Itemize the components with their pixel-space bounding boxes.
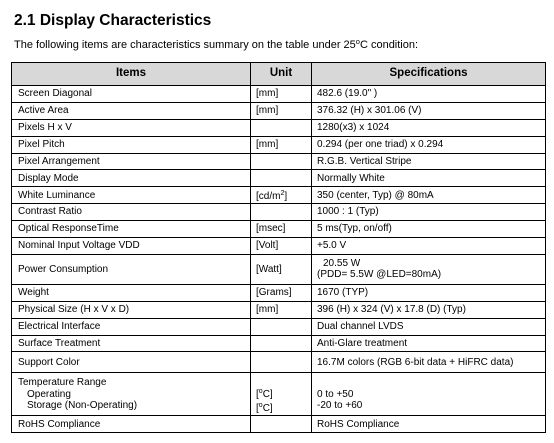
table-row — [12, 204, 546, 221]
spec-cell: R.G.B. Vertical Stripe — [312, 153, 546, 170]
characteristics-table — [11, 62, 546, 433]
table-row — [12, 153, 546, 170]
unit-cell: [mm] — [251, 136, 312, 153]
unit-text: ] — [284, 191, 288, 203]
item-label: Temperature Range — [18, 377, 107, 389]
spec-cell: 1000 : 1 (Typ) — [312, 204, 546, 221]
spec-line: -20 to +60 — [317, 400, 363, 412]
item-cell: Pixel Arrangement — [12, 153, 251, 170]
item-sub-label: Operating — [27, 388, 71, 400]
column-header-items: Items — [12, 63, 251, 86]
spec-cell — [312, 254, 546, 284]
unit-cell — [251, 204, 312, 221]
table-header-row — [12, 63, 546, 86]
item-cell: Surface Treatment — [12, 335, 251, 352]
item-sub-label: Storage (Non-Operating) — [27, 400, 138, 412]
unit-cell: [Grams] — [251, 284, 312, 301]
unit-cell — [251, 373, 312, 416]
item-cell: Nominal Input Voltage VDD — [12, 238, 251, 255]
unit-cell — [251, 335, 312, 352]
spec-cell: Normally White — [312, 170, 546, 187]
unit-text: [$^o$C] — [256, 387, 273, 400]
spec-cell: 1670 (TYP) — [312, 284, 546, 301]
column-header-unit: Unit — [251, 63, 312, 86]
unit-cell: [Watt] — [251, 254, 312, 284]
item-cell: Contrast Ratio — [12, 204, 251, 221]
spec-line: (PDD= 5.5W @LED=80mA) — [317, 269, 442, 281]
item-cell: White Luminance — [12, 187, 251, 204]
unit-cell — [251, 119, 312, 136]
unit-cell: [msec] — [251, 221, 312, 238]
table-row — [12, 301, 546, 318]
item-cell: Support Color — [12, 352, 251, 373]
item-cell: RoHS Compliance — [12, 416, 251, 433]
item-cell: Weight — [12, 284, 251, 301]
column-header-specifications: Specifications — [312, 63, 546, 86]
spec-cell: 350 (center, Typ) @ 80mA — [312, 187, 546, 204]
item-cell: Display Mode — [12, 170, 251, 187]
unit-cell — [251, 318, 312, 335]
table-row — [12, 187, 546, 204]
unit-cell — [251, 153, 312, 170]
table-row — [12, 416, 546, 433]
spec-line: 20.55 W — [323, 257, 361, 269]
table-row — [12, 119, 546, 136]
unit-cell: [mm] — [251, 301, 312, 318]
intro-text — [14, 37, 418, 51]
unit-cell — [251, 352, 312, 373]
spec-line: 0 to +50 — [317, 388, 354, 400]
spec-cell: +5.0 V — [312, 238, 546, 255]
spec-cell: 1280(x3) x 1024 — [312, 119, 546, 136]
spec-cell: Anti-Glare treatment — [312, 335, 546, 352]
item-cell: Active Area — [12, 102, 251, 119]
item-cell: Power Consumption — [12, 254, 251, 284]
table-row — [12, 86, 546, 103]
table-row — [12, 335, 546, 352]
table-row — [12, 136, 546, 153]
unit-cell: [Volt] — [251, 238, 312, 255]
spec-cell: 16.7M colors (RGB 6-bit data + HiFRC data) — [312, 352, 546, 373]
spec-cell — [312, 373, 546, 416]
spec-cell: 396 (H) x 324 (V) x 17.8 (D) (Typ) — [312, 301, 546, 318]
unit-text: [cd/m — [256, 191, 281, 203]
intro-text-after: C condition: — [359, 39, 419, 51]
spec-cell: 376.32 (H) x 301.06 (V) — [312, 102, 546, 119]
item-cell: Physical Size (H x V x D) — [12, 301, 251, 318]
unit-cell: [mm] — [251, 102, 312, 119]
table-row — [12, 170, 546, 187]
unit-cell: [mm] — [251, 86, 312, 103]
unit-superscript: 2 — [280, 190, 285, 198]
table-row — [12, 254, 546, 284]
item-cell: Screen Diagonal — [12, 86, 251, 103]
item-cell: Electrical Interface — [12, 318, 251, 335]
item-cell: Optical ResponseTime — [12, 221, 251, 238]
table-row — [12, 373, 546, 416]
table-row — [12, 284, 546, 301]
table-row — [12, 318, 546, 335]
item-cell: Pixels H x V — [12, 119, 251, 136]
unit-cell — [251, 170, 312, 187]
table-row — [12, 102, 546, 119]
unit-cell — [251, 416, 312, 433]
intro-text-before: The following items are characteristics summary on the table under 25 — [14, 39, 356, 51]
table-row — [12, 238, 546, 255]
spec-cell: 482.6 (19.0" ) — [312, 86, 546, 103]
spec-cell: 0.294 (per one triad) x 0.294 — [312, 136, 546, 153]
table-row — [12, 352, 546, 373]
section-heading: 2.1 Display Characteristics — [14, 12, 212, 29]
spec-cell: 5 ms(Typ, on/off) — [312, 221, 546, 238]
table-row — [12, 221, 546, 238]
unit-cell — [251, 187, 312, 204]
spec-cell: RoHS Compliance — [312, 416, 546, 433]
item-cell — [12, 373, 251, 416]
unit-text: [$^o$C] — [256, 402, 273, 415]
item-cell: Pixel Pitch — [12, 136, 251, 153]
spec-cell: Dual channel LVDS — [312, 318, 546, 335]
degree-sign: o — [355, 37, 360, 46]
